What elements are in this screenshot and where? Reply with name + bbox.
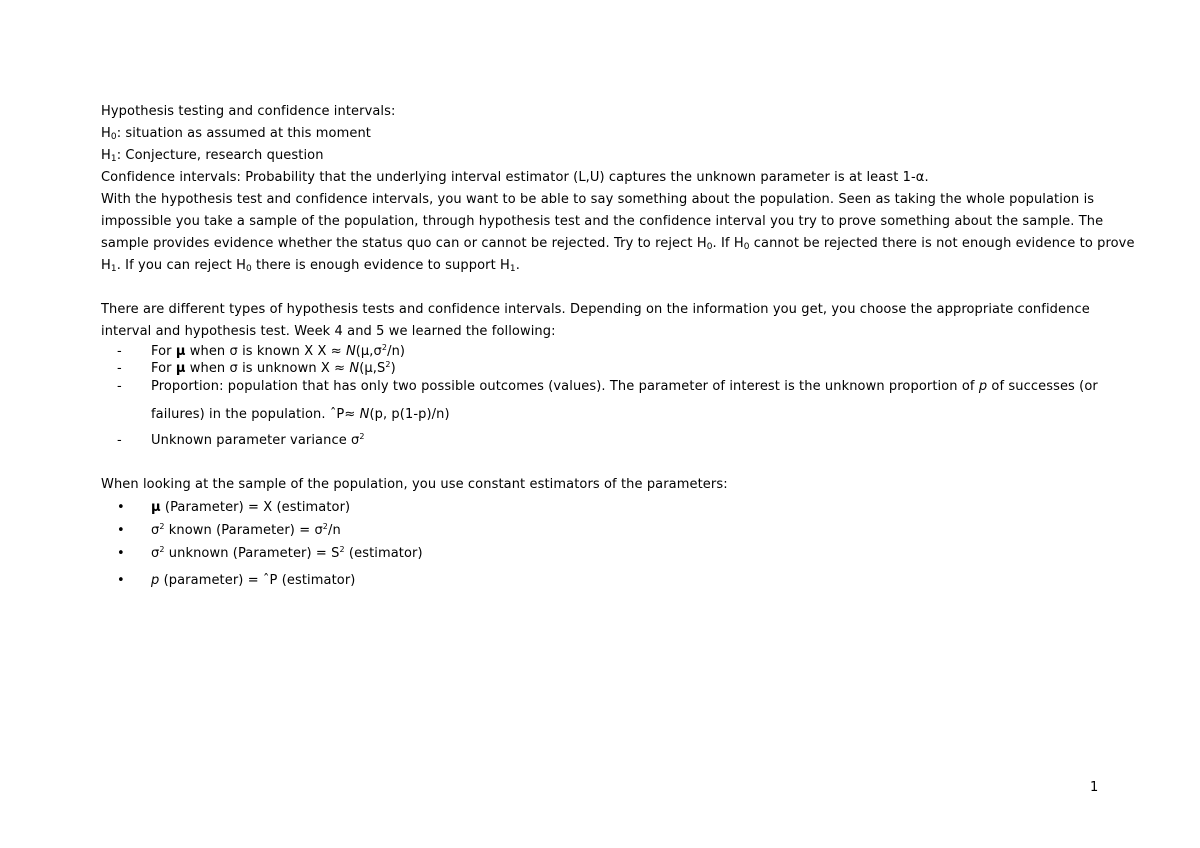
mu-symbol: μ xyxy=(151,500,161,515)
bullet-marker: • xyxy=(117,523,125,538)
item-text: Unknown parameter variance σ xyxy=(151,433,360,448)
item-text: ) xyxy=(390,361,396,376)
h1-definition xyxy=(101,145,1101,167)
item-text: known (Parameter) = σ xyxy=(164,523,323,538)
p1-l3-text-b: . If H xyxy=(712,236,744,251)
p1-l4-text-a: H xyxy=(101,258,111,273)
p1-l4-text-d: . xyxy=(515,258,520,273)
document-body xyxy=(101,101,1135,596)
title-text: Hypothesis testing and confidence intervals: xyxy=(101,104,396,119)
paragraph-1-line-2 xyxy=(101,211,1104,233)
spacer xyxy=(101,277,1101,299)
normal-symbol: N xyxy=(359,407,370,422)
item-text: failures) in the population. ˆP≈ xyxy=(151,407,360,422)
paragraph-2-line-2 xyxy=(101,321,1101,343)
h0-subscript-inline: 0 xyxy=(706,242,713,252)
superscript: 2 xyxy=(159,545,165,554)
dash-marker: - xyxy=(117,361,122,376)
item-text: (μ,σ xyxy=(355,344,382,359)
item-text: when xyxy=(185,361,230,376)
h1-text: : Conjecture, research question xyxy=(116,148,324,163)
superscript: 2 xyxy=(381,343,388,352)
bullet-marker: • xyxy=(117,573,125,588)
spacer xyxy=(101,448,1101,474)
mu-symbol: μ xyxy=(175,361,186,376)
p3-text: When looking at the sample of the population, you use constant estimators of the parameters: xyxy=(101,477,728,492)
ci-definition xyxy=(101,167,1101,189)
h1-label: H xyxy=(101,148,111,163)
item-text: of successes (or xyxy=(987,379,1098,394)
superscript: 2 xyxy=(159,522,165,531)
item-text: unknown (Parameter) = S xyxy=(164,546,340,561)
paragraph-2-line-1 xyxy=(101,299,1101,321)
dash-marker: - xyxy=(117,433,122,448)
ci-text: Confidence intervals: Probability that the underlying interval estimator (L,U) captures the unknown parameter is at least 1-α. xyxy=(101,170,929,185)
list-item xyxy=(101,434,1101,448)
list-item xyxy=(101,496,1101,519)
h1-subscript-inline-2: 1 xyxy=(509,264,516,274)
mu-symbol: μ xyxy=(175,344,186,359)
h1-subscript-inline: 1 xyxy=(110,264,117,274)
document-title xyxy=(101,101,1101,123)
p1-l3-text-a: sample provides evidence whether the status quo can or cannot be rejected. Try to reject H xyxy=(101,236,707,251)
list-item xyxy=(101,565,1101,596)
p1-l1-text: With the hypothesis test and confidence intervals, you want to be able to say something about the population. Seen as taking the whole population is xyxy=(101,192,1095,207)
item-text: /n xyxy=(327,523,341,538)
item-text: Proportion: population that has only two possible outcomes (values). The parameter of interest is the unknown proportion of xyxy=(151,379,979,394)
superscript: 2 xyxy=(385,360,391,369)
list-item xyxy=(101,377,1101,396)
item-text: is unknown X ≈ xyxy=(237,361,350,376)
item-text: (μ,S xyxy=(359,361,386,376)
p2-l1-text: There are different types of hypothesis tests and confidence intervals. Depending on the information you get, you choose the appropriate confidence xyxy=(101,302,1090,317)
superscript: 2 xyxy=(322,522,328,531)
p-symbol: p xyxy=(151,573,160,588)
p1-l2-text: impossible you take a sample of the population, through hypothesis test and the confidence interval you try to prove something about the sample. The xyxy=(101,214,1104,229)
item-text: For xyxy=(151,344,176,359)
paragraph-1-line-4 xyxy=(101,255,1101,277)
item-text: (Parameter) = X (estimator) xyxy=(160,500,351,515)
item-text: when xyxy=(185,344,230,359)
page-number: 1 xyxy=(1090,780,1099,795)
item-text: (estimator) xyxy=(344,546,423,561)
dash-list xyxy=(101,343,1101,448)
p-symbol: p xyxy=(978,379,988,394)
list-item xyxy=(101,542,1101,565)
h0-text: : situation as assumed at this moment xyxy=(116,126,371,141)
p1-l4-text-b: . If you can reject H xyxy=(116,258,246,273)
h0-subscript-inline-3: 0 xyxy=(245,264,252,274)
item-text: For xyxy=(151,361,176,376)
item-text: is known X X ≈ xyxy=(237,344,346,359)
dash-marker: - xyxy=(117,379,122,394)
superscript: 2 xyxy=(339,545,345,554)
bullet-marker: • xyxy=(117,546,125,561)
sigma-symbol: σ xyxy=(229,361,238,376)
p1-l4-text-c: there is enough evidence to support H xyxy=(251,258,510,273)
normal-symbol: N xyxy=(345,344,356,359)
sigma-symbol: σ xyxy=(229,344,238,359)
sigma-symbol: σ xyxy=(151,523,160,538)
h0-subscript-inline-2: 0 xyxy=(743,242,750,252)
h0-definition xyxy=(101,123,1101,145)
bullet-list xyxy=(101,496,1101,596)
item-text: /n) xyxy=(387,344,406,359)
paragraph-1-line-1 xyxy=(101,189,1101,211)
h1-subscript: 1 xyxy=(110,154,117,164)
paragraph-1-line-3 xyxy=(101,233,1135,255)
sigma-symbol: σ xyxy=(151,546,160,561)
normal-symbol: N xyxy=(349,361,360,376)
paragraph-3 xyxy=(101,474,1101,496)
list-item xyxy=(101,360,1101,377)
bullet-marker: • xyxy=(117,500,125,515)
item-text: (p, p(1-p)/n) xyxy=(369,407,450,422)
list-item xyxy=(101,519,1101,542)
h0-subscript: 0 xyxy=(110,132,117,142)
dash-marker: - xyxy=(117,344,122,359)
superscript: 2 xyxy=(359,432,365,441)
p2-l2-text: interval and hypothesis test. Week 4 and 5 we learned the following: xyxy=(101,324,556,339)
p1-l3-text-c: cannot be rejected there is not enough evidence to prove xyxy=(749,236,1135,251)
h0-label: H xyxy=(101,126,111,141)
list-item-continuation xyxy=(101,396,1101,434)
item-text: (parameter) = ˆP (estimator) xyxy=(159,573,356,588)
list-item xyxy=(101,343,1101,360)
